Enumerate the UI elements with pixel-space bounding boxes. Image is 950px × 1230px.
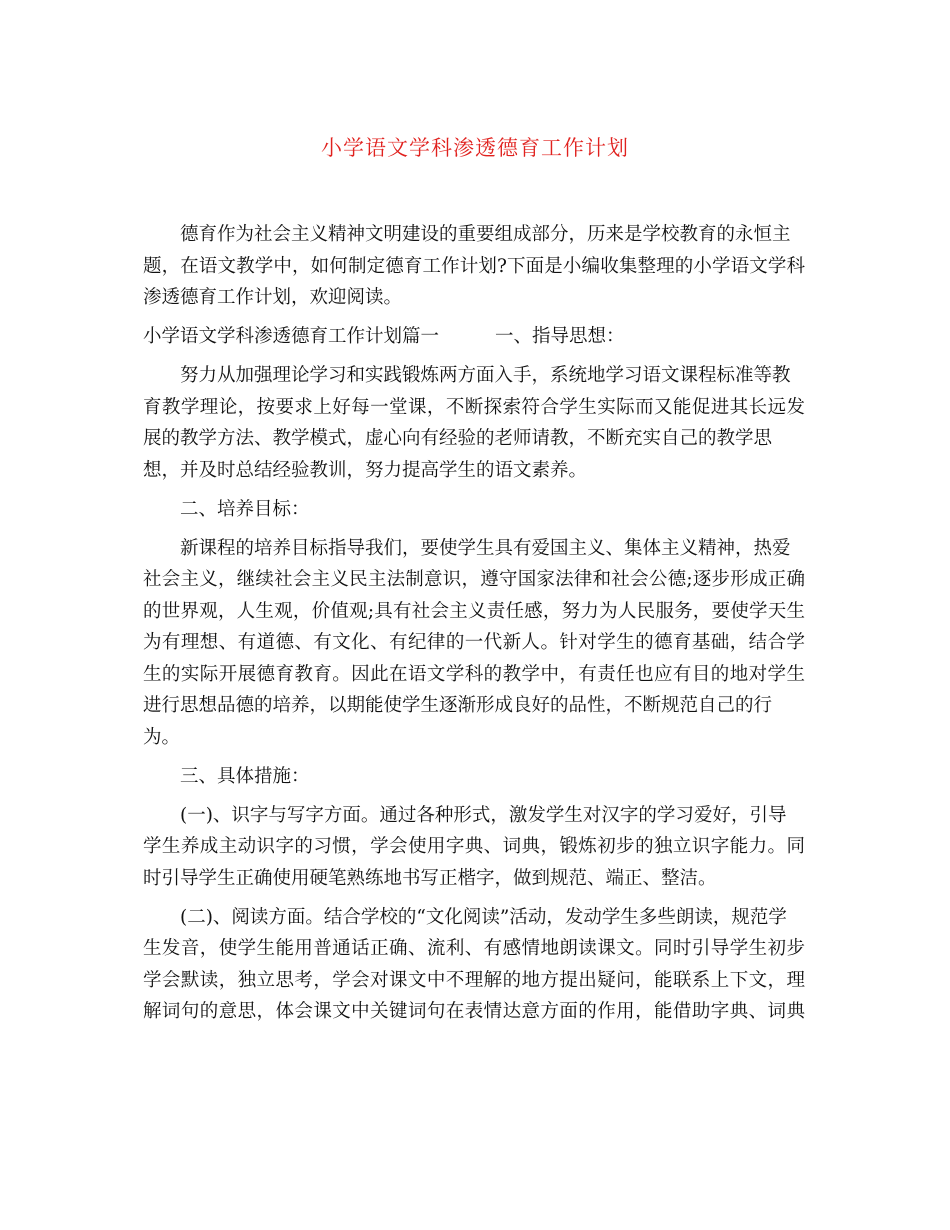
paragraph-line: 展的教学方法、教学模式，虚心向有经验的老师请教，不断充实自己的教学思 <box>143 428 773 449</box>
section-heading: 三、具体措施： <box>180 765 310 787</box>
paragraph-line: 学会默读，独立思考，学会对课文中不理解的地方提出疑问，能联系上下文，理 <box>143 969 805 991</box>
paragraph-line: 为。 <box>143 726 181 748</box>
paragraph-line: 生的实际开展德育教育。因此在语文学科的教学中，有责任也应有目的地对学生 <box>143 663 805 685</box>
paragraph-line: 题，在语文教学中，如何制定德育工作计划?下面是小编收集整理的小学语文学科 <box>143 255 805 277</box>
paragraph-line: 德育作为社会主义精神文明建设的重要组成部分，历来是学校教育的永恒主 <box>180 224 791 245</box>
paragraph-line: 新课程的培养目标指导我们，要使学生具有爱国主义、集体主义精神，热爱 <box>180 537 791 559</box>
paragraph-line: 为有理想、有道德、有文化、有纪律的一代新人。针对学生的德育基础，结合学 <box>143 632 805 653</box>
paragraph-line: 努力从加强理论学习和实践锻炼两方面入手，系统地学习语文课程标准等教 <box>180 365 791 386</box>
paragraph-line: 学生养成主动识字的习惯，学会使用字典、词典，锻炼初步的独立识字能力。同 <box>143 836 805 857</box>
section-heading: 二、培养目标： <box>180 498 310 520</box>
document-body <box>143 219 805 1028</box>
paragraph-line: 渗透德育工作计划，欢迎阅读。 <box>143 287 403 308</box>
paragraph-line: 育教学理论，按要求上好每一堂课，不断探索符合学生实际而又能促进其长远发 <box>143 396 805 418</box>
paragraph-line: 解词句的意思，体会课文中关键词句在表情达意方面的作用，能借助字典、词典 <box>143 1001 805 1022</box>
paragraph-line: (二)、阅读方面。结合学校的“文化阅读”活动，发动学生多些朗读，规范学 <box>180 906 787 928</box>
paragraph-line: (一)、识字与写字方面。通过各种形式，激发学生对汉字的学习爱好，引导 <box>180 804 787 826</box>
paragraph-line: 生发音，使学生能用普通话正确、流利、有感情地朗读课文。同时引导学生初步 <box>143 938 805 959</box>
section-heading-line <box>143 321 805 353</box>
section-title: 小学语文学科渗透德育工作计划篇一 <box>143 326 440 347</box>
document-title: 小学语文学科渗透德育工作计划 <box>321 136 629 160</box>
paragraph-line: 想，并及时总结经验教训，努力提高学生的语文素养。 <box>143 459 588 481</box>
paragraph-line: 时引导学生正确使用硬笔熟练地书写正楷字，做到规范、端正、整洁。 <box>143 867 717 889</box>
section-subtitle: 一、指导思想： <box>495 326 625 347</box>
paragraph-line: 进行思想品德的培养，以期能使学生逐渐形成良好的品性，不断规范自己的行 <box>143 695 773 716</box>
paragraph-line: 的世界观，人生观，价值观;具有社会主义责任感，努力为人民服务，要使学天生 <box>143 600 805 622</box>
paragraph-line: 社会主义，继续社会主义民主法制意识，遵守国家法律和社会公德;逐步形成正确 <box>143 569 805 590</box>
